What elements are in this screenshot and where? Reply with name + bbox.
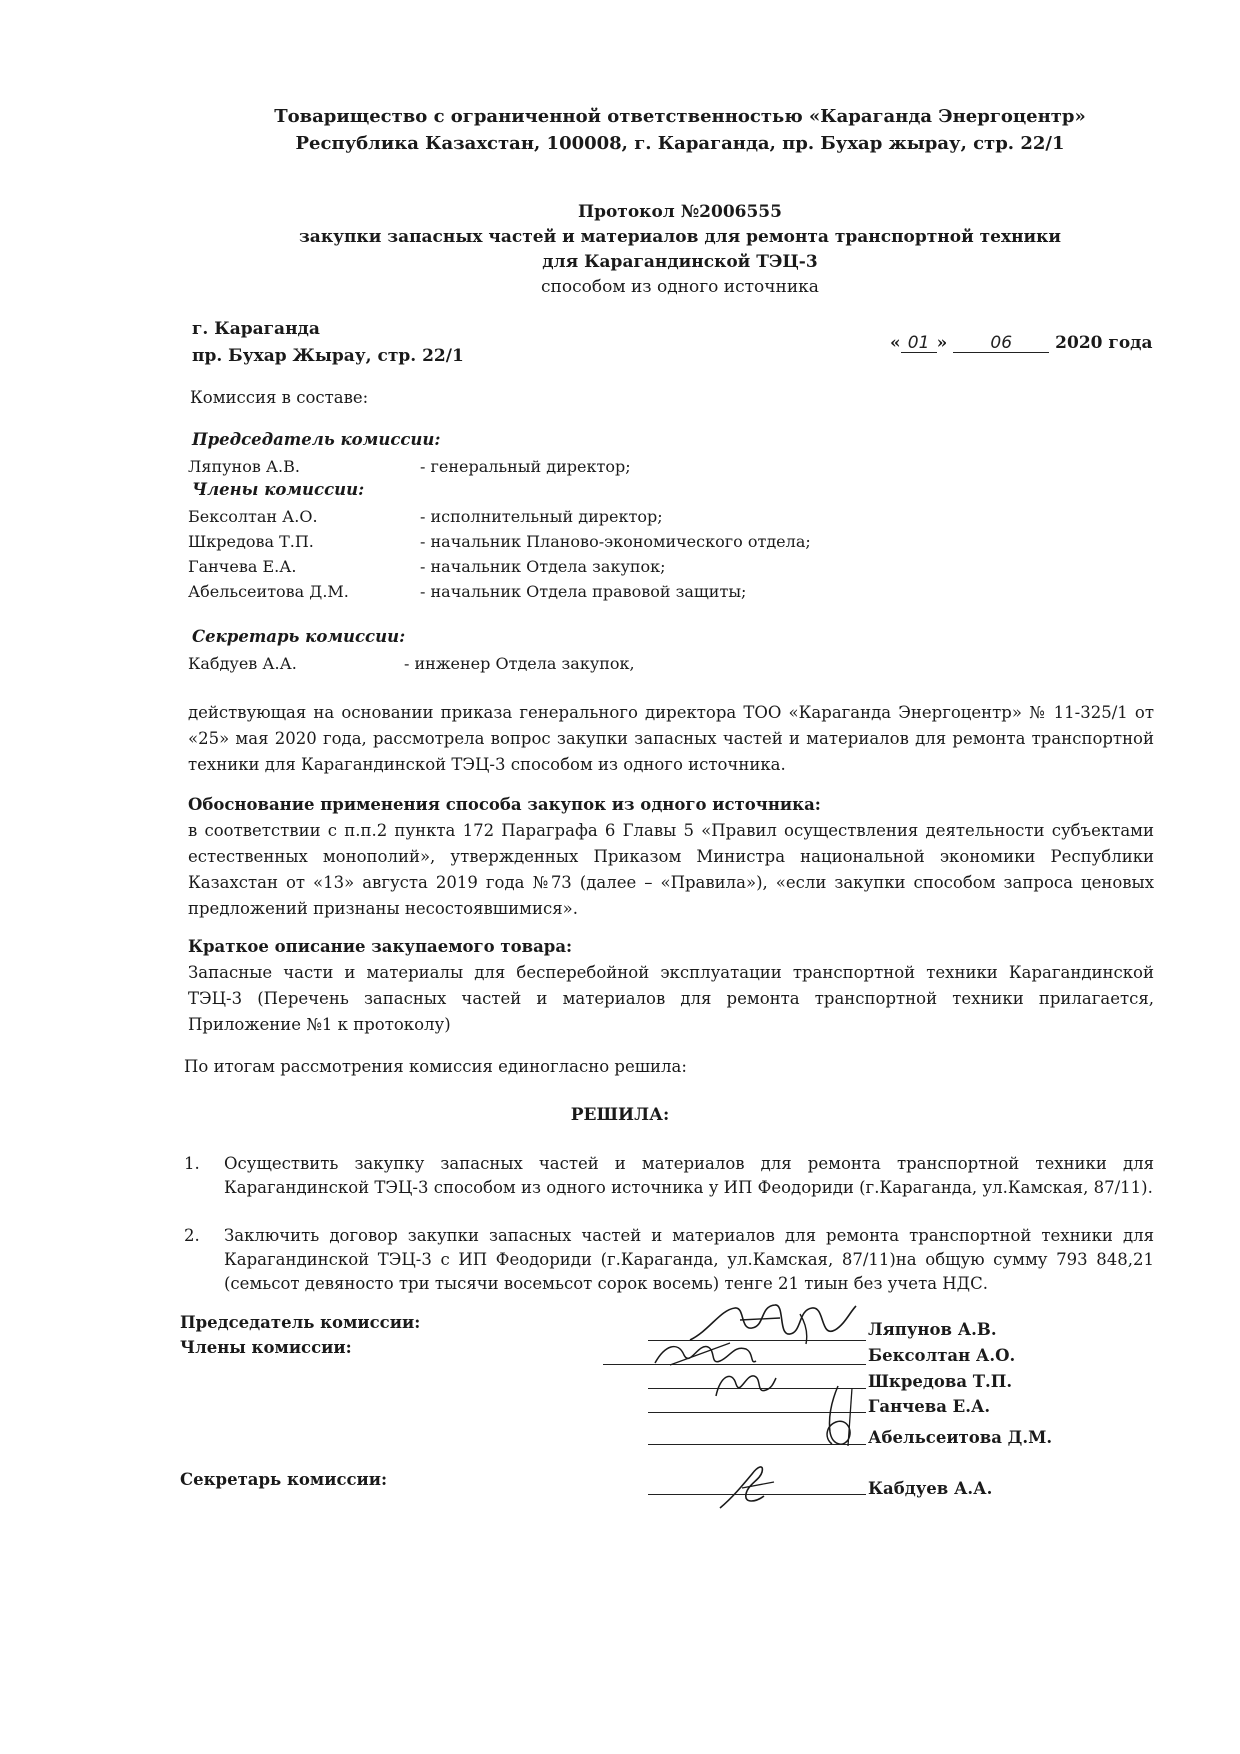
place-street: пр. Бухар Жырау, стр. 22/1	[192, 346, 464, 366]
signatory-name: Абельсеитова Д.М.	[868, 1428, 1053, 1447]
date-open-quote: «	[890, 333, 901, 353]
date-day-handwritten: 01	[901, 334, 937, 353]
secretary-label: Секретарь комиссии:	[192, 627, 406, 646]
member-name: Ганчева Е.А.	[188, 557, 297, 576]
member-row	[188, 504, 663, 529]
date-year: 2020 года	[1055, 333, 1153, 353]
member-row	[188, 554, 666, 579]
place-city: г. Караганда	[192, 319, 320, 339]
member-name: Абельсеитова Д.М.	[188, 582, 349, 601]
members-label: Члены комиссии:	[192, 480, 365, 499]
handwritten-signature	[808, 1382, 868, 1450]
chair-name: Ляпунов А.В.	[188, 457, 300, 476]
member-role: - начальник Планово-экономического отдела;	[420, 532, 811, 551]
description-heading: Краткое описание закупаемого товара:	[188, 937, 573, 956]
place-block	[192, 316, 464, 370]
decision-item	[184, 1224, 1154, 1296]
sign-chair-label: Председатель комиссии:	[180, 1313, 421, 1332]
date-close-quote: »	[936, 333, 948, 353]
member-role: - начальник Отдела закупок;	[420, 557, 666, 576]
signatory-name: Шкредова Т.П.	[868, 1372, 1013, 1391]
justification-section	[188, 792, 1154, 922]
decision-heading: РЕШИЛА:	[570, 1105, 670, 1125]
protocol-method: способом из одного источника	[541, 277, 819, 297]
member-name: Шкредова Т.П.	[188, 532, 314, 551]
signatory-name: Бексолтан А.О.	[868, 1346, 1016, 1365]
chair-role: - генеральный директор;	[420, 457, 631, 476]
member-row	[188, 579, 746, 604]
org-address: Республика Казахстан, 100008, г. Караганда, пр. Бухар жырау, стр. 22/1	[295, 133, 1065, 154]
justification-text: в соответствии с п.п.2 пункта 172 Параграфа 6 Главы 5 «Правил осуществления деятельности субъектами естественных монополий», утвержденных Приказом Министра национальной экономики Республики Казахстан от «13» августа 2019 года №73 (далее – «Правила»), «если закупки способом запроса ценовых предложений признаны несостоявшимися».	[188, 821, 1154, 918]
decision-text: Заключить договор закупки запасных частей и материалов для ремонта транспортной техники для Карагандинской ТЭЦ-3 с ИП Феодориди (г.Караганда, ул.Камская, 87/11)на общую сумму 793 848,21 (семьсот девяносто три тысячи восемьсот сорок восемь) тенге 21 тиын без учета НДС.	[224, 1226, 1154, 1293]
decision-text: Осуществить закупку запасных частей и материалов для ремонта транспортной техники для Карагандинской ТЭЦ-3 способом из одного источника у ИП Феодориди (г.Караганда, ул.Камская, 87/11).	[224, 1154, 1154, 1197]
member-name: Бексолтан А.О.	[188, 507, 318, 526]
outcome-intro: По итогам рассмотрения комиссия единогласно решила:	[184, 1057, 687, 1076]
description-text: Запасные части и материалы для бесперебойной эксплуатации транспортной техники Карагандинской ТЭЦ-3 (Перечень запасных частей и материалов для ремонта транспортной техники прилагается, Приложение №1 к протоколу)	[188, 963, 1154, 1034]
secretary-role: - инженер Отдела закупок,	[404, 654, 635, 673]
commission-intro: Комиссия в составе:	[190, 388, 369, 407]
signatory-name: Ганчева Е.А.	[868, 1397, 991, 1416]
chair-label: Председатель комиссии:	[192, 430, 441, 449]
justification-heading: Обоснование применения способа закупок из одного источника:	[188, 795, 821, 814]
member-role: - исполнительный директор;	[420, 507, 663, 526]
secretary-row	[188, 651, 635, 676]
decision-number: 2.	[184, 1226, 200, 1245]
sign-members-label: Члены комиссии:	[180, 1338, 352, 1357]
protocol-subject: закупки запасных частей и материалов для ремонта транспортной техники	[298, 227, 1062, 247]
member-row	[188, 529, 811, 554]
organization-header	[200, 103, 1160, 157]
description-section	[188, 934, 1154, 1038]
org-name: Товарищество с ограниченной ответственностью «Караганда Энергоцентр»	[274, 106, 1086, 127]
handwritten-signature	[712, 1458, 782, 1514]
handwritten-signature	[710, 1366, 780, 1402]
member-role: - начальник Отдела правовой защиты;	[420, 582, 747, 601]
protocol-date	[890, 333, 1153, 353]
signatory-name: Ляпунов А.В.	[868, 1320, 997, 1339]
signatory-name: Кабдуев А.А.	[868, 1479, 993, 1498]
secretary-name: Кабдуев А.А.	[188, 654, 297, 673]
sign-secretary-label: Секретарь комиссии:	[180, 1470, 388, 1489]
decision-number: 1.	[184, 1154, 200, 1173]
protocol-number: Протокол №2006555	[578, 202, 782, 222]
basis-paragraph: действующая на основании приказа генерального директора ТОО «Караганда Энергоцентр» № 11-325/1 от «25» мая 2020 года, рассмотрела вопрос закупки запасных частей и материалов для ремонта транспортной техники для Карагандинской ТЭЦ-3 способом из одного источника.	[188, 703, 1154, 774]
decision-item	[184, 1152, 1154, 1200]
protocol-recipient: для Карагандинской ТЭЦ-3	[542, 252, 818, 272]
date-month-handwritten: 06	[953, 334, 1049, 353]
chair-row	[188, 454, 631, 479]
protocol-title	[200, 200, 1160, 300]
